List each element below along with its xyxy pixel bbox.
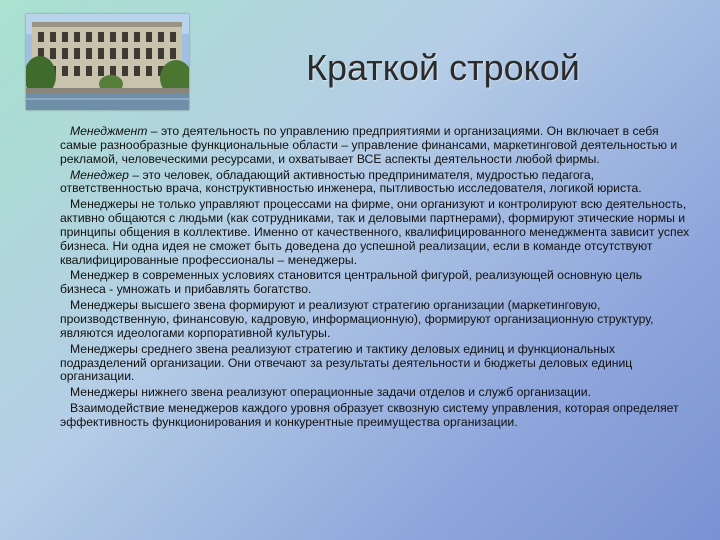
slide-body <box>60 125 690 432</box>
paragraph-management-definition <box>60 125 690 167</box>
paragraph-interaction: Взаимодействие менеджеров каждого уровня образует сквозную систему управления, которая определяет эффективность функционирования и конкурентные преимущества организации. <box>60 401 679 429</box>
paragraph-middle-managers: Менеджеры среднего звена реализуют стратегию и тактику деловых единиц и функциональных подразделений организации. Они отвечают за результаты деятельности и бюджеты деловых единиц организации. <box>60 341 633 384</box>
term-manager: Менеджер <box>70 167 129 182</box>
slide-title: Краткой строкой <box>306 47 580 88</box>
paragraph-manager-definition <box>60 169 690 197</box>
paragraph-lower-managers: Менеджеры нижнего звена реализуют операционные задачи отделов и служб организации. <box>70 385 591 400</box>
paragraph-central-figure: Менеджер в современных условиях становится центральной фигурой, реализующей основную цель бизнеса - умножать и прибавлять богатство. <box>60 268 643 297</box>
paragraph-text: – это человек, обладающий активностью предпринимателя, мудростью педагога, ответственностью врача, конструктивностью инженера, пытливостью исследователя, логикой юриста. <box>60 167 642 196</box>
paragraph-manager-role: Менеджеры не только управляют процессами на фирме, они организуют и контролируют всю деятельность, активно общаются с людьми (как сотрудниками, так и деловыми партнерами), формируют этические нормы и принципы общения в коллективе. Именно от качественного, квалифицированного менеджмента зависит успех бизнеса. Ни одна идея не сможет быть доведена до успешной реализации, если в команде отсутствуют квалифицированные профессионалы – менеджеры. <box>60 197 690 267</box>
paragraph-top-managers: Менеджеры высшего звена формируют и реализуют стратегию организации (маркетинговую, производственную, финансовую, кадровую, информационную), формируют организационную структуру, являются идеологами корпоративной культуры. <box>60 298 654 340</box>
paragraph-text: – это деятельность по управлению предприятиями и организациями. Он включает в себя самые разнообразные функциональные области – управление финансами, маркетинговой деятельностью и рекламой, человеческими ресурсами, и охватывает ВСЕ аспекты деятельности любой фирмы. <box>60 124 678 166</box>
building-photo <box>26 14 189 110</box>
term-management: Менеджмент <box>70 124 148 138</box>
